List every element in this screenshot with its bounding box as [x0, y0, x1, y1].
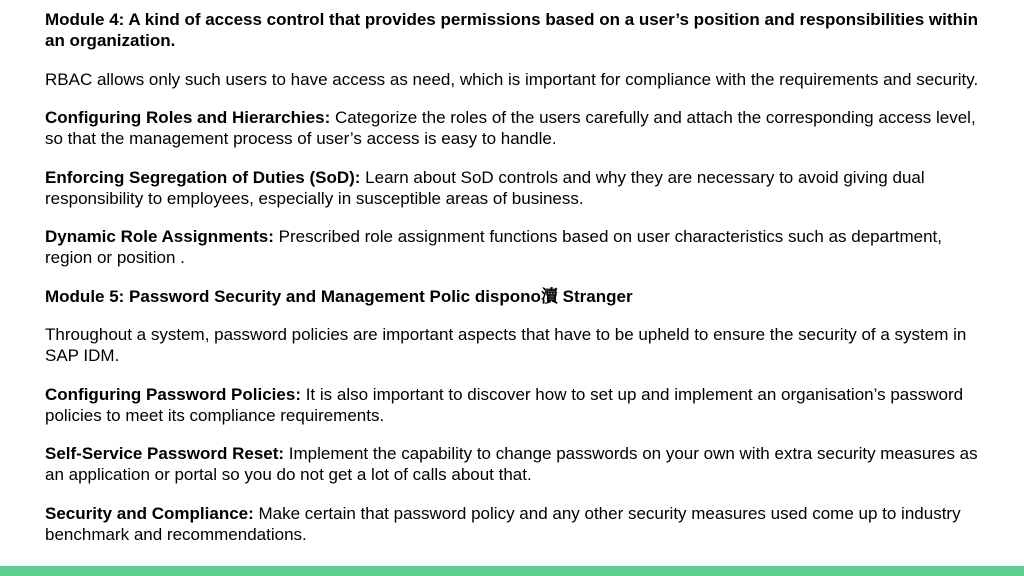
module-4-heading: Module 4: A kind of access control that provides permissions based on a user’s position and responsibilities within an organization.: [45, 10, 978, 50]
slide-content: [45, 9, 985, 562]
item-lead: Dynamic Role Assignments:: [45, 227, 274, 246]
accent-footer-bar: [0, 566, 1024, 576]
item-text: Categorize the roles of the users carefully and attach the corresponding access level, so that the management process of user’s access is easy to handle.: [45, 108, 976, 148]
password-policies-item: [45, 384, 985, 426]
item-lead: Self-Service Password Reset:: [45, 444, 285, 463]
item-lead: Security and Compliance:: [45, 503, 254, 523]
module-5-heading: Module 5: Password Security and Management Polic dispono瀆 Stranger: [45, 286, 633, 306]
item-text: Make certain that password policy and any other security measures used come up to industry benchmark and recommendations.: [45, 503, 961, 544]
item-lead: Enforcing Segregation of Duties (SoD):: [45, 167, 361, 187]
module-5-intro: Throughout a system, password policies are important aspects that have to be upheld to ensure the security of a system in SAP IDM.: [45, 325, 967, 365]
item-text: Learn about SoD controls and why they are necessary to avoid giving dual responsibility to employees, especially in susceptible areas of business.: [45, 167, 925, 208]
self-service-reset-item: [45, 443, 985, 485]
dynamic-role-assignments-item: [45, 226, 985, 268]
item-text: It is also important to discover how to set up and implement an organisation’s password policies to meet its compliance requirements.: [45, 384, 964, 425]
item-text: Prescribed role assignment functions based on user characteristics such as department, region or position .: [45, 227, 942, 267]
segregation-of-duties-item: [45, 167, 985, 209]
item-lead: Configuring Password Policies:: [45, 384, 301, 404]
security-compliance-item: [45, 503, 985, 545]
module-4-intro: RBAC allows only such users to have access as need, which is important for compliance with the requirements and security.: [45, 69, 979, 89]
item-text: Implement the capability to change passwords on your own with extra security measures as an application or portal so you do not get a lot of calls about that.: [45, 444, 978, 484]
item-lead: Configuring Roles and Hierarchies:: [45, 108, 331, 127]
roles-hierarchies-item: [45, 107, 985, 149]
